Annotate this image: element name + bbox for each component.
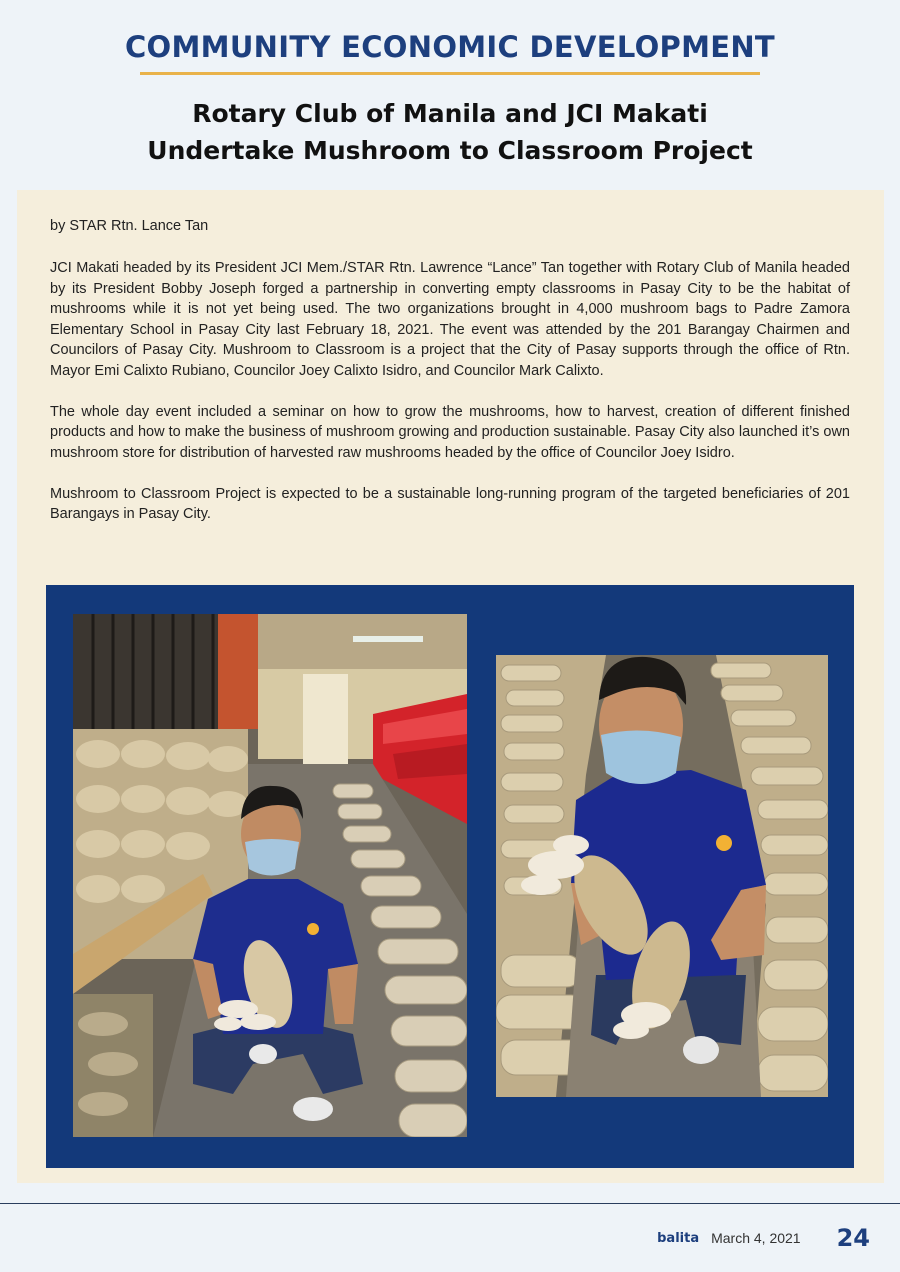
page-footer — [657, 1218, 870, 1258]
article-title-line-2: Undertake Mushroom to Classroom Project — [147, 136, 753, 165]
article-content-box — [17, 190, 884, 1183]
article-title-line-1: Rotary Club of Manila and JCI Makati — [192, 99, 708, 128]
photo-man-crouching-mushroom-room — [73, 614, 467, 1137]
publication-name: balita — [657, 1230, 700, 1246]
photo-man-holding-mushroom-bags — [496, 655, 828, 1097]
section-title-underline — [140, 72, 760, 75]
article-body — [50, 258, 850, 545]
article-paragraph: JCI Makati headed by its President JCI Mem./STAR Rtn. Lawrence “Lance” Tan together with Rotary Club of Manila headed by its President Bobby Joseph forged a partnership in converting empty classrooms in Pasay City to be the habitat of mushrooms while it is not yet being used. The two organizations brought in 4,000 mushroom bags to Padre Zamora Elementary School in Pasay City last February 18, 2021. The event was attended by the 201 Barangay Chairmen and Councilors of Pasay City. Mushroom to Classroom is a project that the City of Pasay supports through the office of Rtn. Mayor Emi Calixto Rubiano, Councilor Joey Calixto Isidro, and Councilor Mark Calixto. — [50, 260, 850, 379]
footer-divider — [0, 1203, 900, 1204]
article-title — [0, 95, 900, 169]
photo-panel — [46, 585, 854, 1168]
issue-date: March 4, 2021 — [711, 1230, 801, 1246]
section-title: COMMUNITY ECONOMIC DEVELOPMENT — [124, 30, 776, 64]
page-number: 24 — [836, 1224, 870, 1252]
byline: by STAR Rtn. Lance Tan — [50, 218, 209, 234]
article-paragraph: The whole day event included a seminar on how to grow the mushrooms, how to harvest, creation of different finished products and how to make the business of mushroom growing and production sustainable. Pasay City also launched it’s own mushroom store for distribution of harvested raw mushrooms headed by the office of Councilor Joey Isidro. — [50, 403, 850, 461]
article-paragraph: Mushroom to Classroom Project is expected to be a sustainable long-running program of the targeted beneficiaries of 201 Barangays in Pasay City. — [50, 485, 850, 522]
